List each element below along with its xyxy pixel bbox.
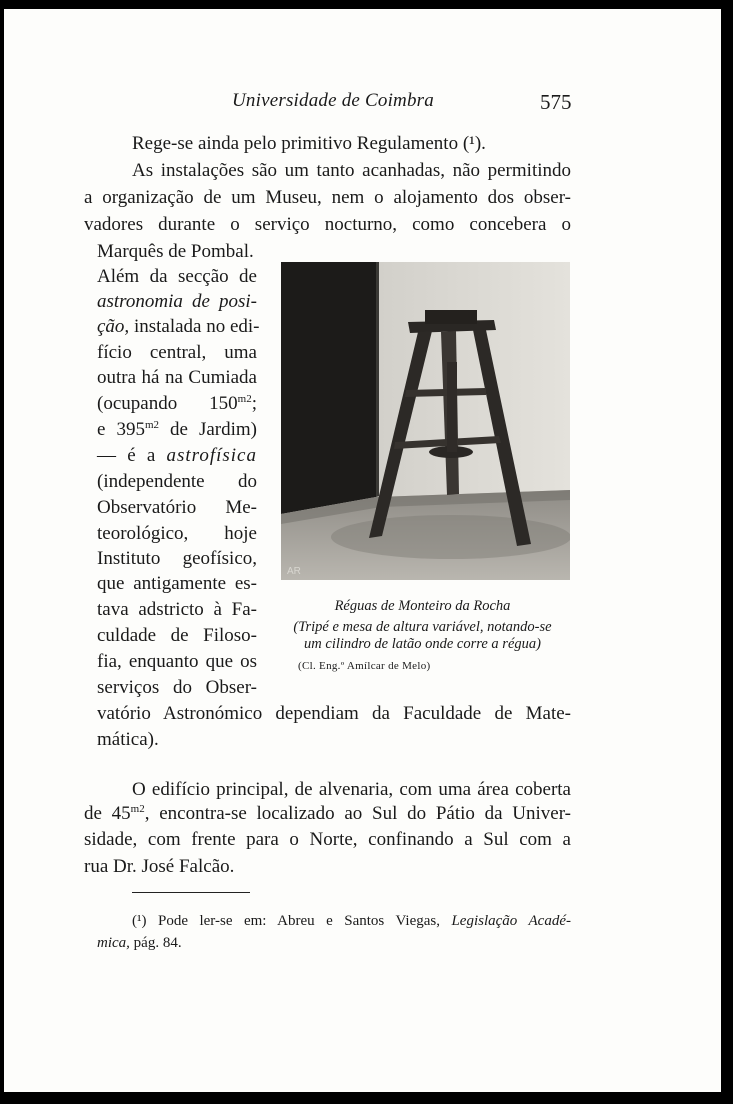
text-span: — é a: [97, 445, 167, 466]
paragraph-3-line-9: (independente do: [97, 471, 257, 492]
paragraph-3-line-15: culdade de Filoso-: [97, 625, 257, 646]
paragraph-2-line-3: vadores durante o serviço nocturno, como concebera o: [84, 214, 571, 235]
superscript: m2: [130, 803, 145, 815]
paragraph-2-line-1: As instalações são um tanto acanhadas, não permitindo: [132, 160, 571, 181]
paragraph-4-line-4: rua Dr. José Falcão.: [84, 856, 235, 877]
paragraph-2-line-4: Marquês de Pombal.: [97, 241, 254, 262]
text-span: , encontra-se localizado ao Sul do Pátio da Univer-: [144, 803, 571, 824]
paragraph-3-line-10: Observatório Me-: [97, 497, 257, 518]
scan-border-top: [0, 0, 733, 9]
paragraph-3-line-17: serviços do Obser-: [97, 677, 257, 698]
paragraph-3-line-3: [97, 315, 260, 339]
text-span: Pode ler-se em: Abreu e Santos Viegas,: [146, 913, 452, 929]
paragraph-4-line-1: O edifício principal, de alvenaria, com uma área coberta: [132, 779, 571, 800]
photo-credit: (Cl. Eng.º Amílcar de Melo): [298, 660, 431, 672]
paragraph-3-line-6: [97, 392, 257, 416]
paragraph-3-line-7: [97, 418, 257, 442]
footnote-marker: (¹): [132, 913, 147, 929]
page-number: 575: [540, 90, 572, 114]
text-span: (ocupando 150: [97, 393, 238, 414]
italic-term: astrofísica: [166, 445, 257, 466]
paragraph-3-line-4: fício central, uma: [97, 342, 257, 363]
figure-caption-title: Réguas de Monteiro da Rocha: [334, 598, 511, 614]
paragraph-4-line-3: sidade, com frente para o Norte, confinando a Sul com a: [84, 829, 571, 850]
paragraph-4-line-2: [84, 802, 571, 826]
scan-border-bottom: [0, 1092, 733, 1104]
paragraph-3-line-16: fia, enquanto que os: [97, 651, 257, 672]
paragraph-3-line-1: Além da secção de: [97, 266, 257, 287]
paragraph-3-line-19: mática).: [97, 729, 159, 750]
figure-caption-line-2: um cilindro de latão onde corre a régua): [304, 636, 541, 652]
text-span: de 45: [84, 803, 131, 824]
paragraph-3-line-14: tava adstricto à Fa-: [97, 599, 257, 620]
italic-term: Legislação Acadé-: [451, 913, 571, 929]
tripod-photo-illustration: [281, 262, 570, 580]
paragraph-3-line-11: teorológico, hoje: [97, 523, 257, 544]
paragraph-3-line-18: vatório Astronómico dependiam da Faculdade de Mate-: [97, 703, 571, 724]
paragraph-3-line-5: outra há na Cumiada: [97, 367, 257, 388]
figure-caption-line-1: (Tripé e mesa de altura variável, notando-se: [293, 619, 552, 635]
italic-term: ção,: [97, 316, 130, 337]
paragraph-3-line-13: que antigamente es-: [97, 573, 257, 594]
paragraph-3-line-2: astronomia de posi-: [97, 291, 257, 312]
paragraph-3-line-8: [97, 444, 257, 468]
running-head: Universidade de Coimbra: [232, 90, 434, 111]
superscript: m2: [144, 419, 160, 431]
paragraph-3-line-12: Instituto geofísico,: [97, 548, 257, 569]
text-span: pág. 84.: [129, 935, 182, 951]
italic-term: mica,: [97, 935, 130, 951]
photo-tripod-figure: [281, 262, 570, 580]
footnote-rule: [132, 892, 250, 893]
paragraph-2-line-2: a organização de um Museu, nem o alojamento dos obser-: [84, 187, 571, 208]
scan-border-left: [0, 0, 4, 1104]
text-span: instalada no edi-: [129, 316, 260, 337]
paragraph-1: Rege-se ainda pelo primitivo Regulamento (¹).: [132, 133, 486, 154]
footnote-line-2: [97, 932, 182, 954]
svg-text:AR: AR: [287, 566, 301, 577]
footnote-line-1: [132, 910, 571, 932]
text-span: ;: [251, 393, 257, 414]
superscript: m2: [237, 393, 252, 405]
text-span: de Jardim): [159, 419, 257, 440]
text-span: e 395: [97, 419, 145, 440]
scan-border-right: [721, 0, 733, 1104]
